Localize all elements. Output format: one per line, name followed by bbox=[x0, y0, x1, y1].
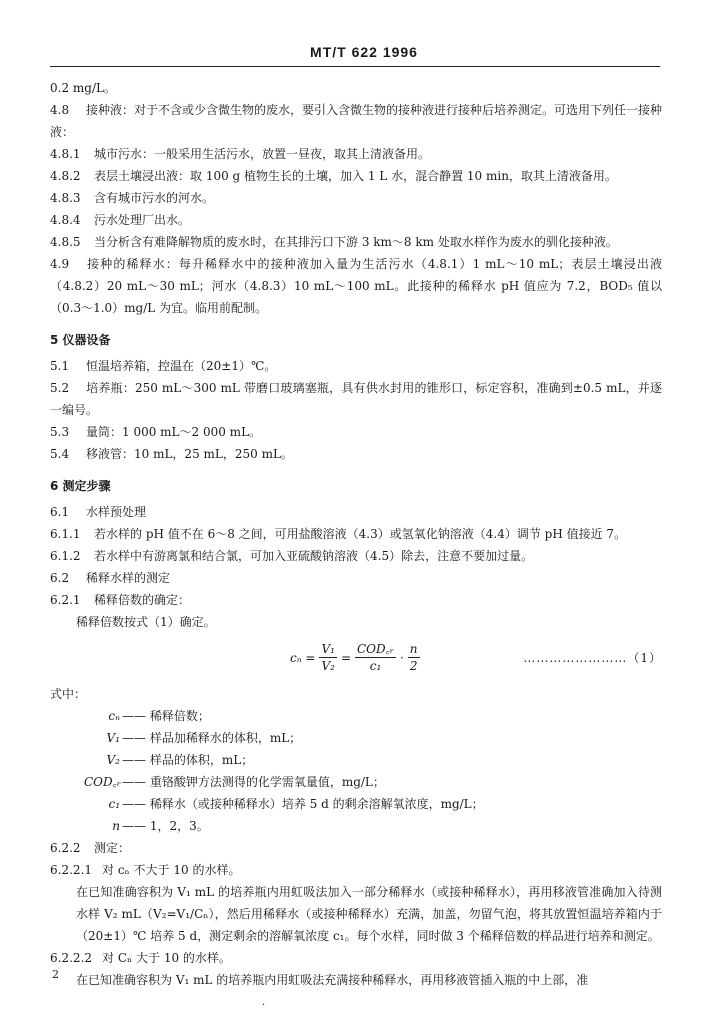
formula-number: ……………………（1） bbox=[523, 651, 662, 665]
clause-5-2: 5.2 培养瓶：250 mL～300 mL 带磨口玻璃塞瓶，具有供水封用的锥形口，标定容积，准确到±0.5 mL，并逐一编号。 bbox=[50, 381, 662, 417]
document-body bbox=[50, 77, 662, 991]
section-5-heading: 5 仪器设备 bbox=[50, 333, 111, 347]
formula-lhs: cₙ = bbox=[290, 650, 316, 665]
page-number: 2 bbox=[52, 968, 59, 981]
section-6-heading: 6 测定步骤 bbox=[50, 479, 111, 493]
clause-6-2-2-1-body: 在已知准确容积为 V₁ mL 的培养瓶内用虹吸法加入一部分稀释水（或接种稀释水），再用移液管准确加入待测水样 V₂ mL（V₂=V₁/Cₙ），然后用稀释水（或接种稀释水）充满，加盖，勿留气泡，将其放置恒温培养箱内于（20±1）℃ 培养 5 d，测定剩余的溶解氧浓度 c₁。每个水样，同时做 3 个稀释倍数的样品进行培养和测定。 bbox=[76, 885, 662, 943]
fraction-v1-v2: $\frac{\text{V₁}}{\text{V₂}}$ bbox=[321, 642, 335, 673]
formula-1 bbox=[50, 635, 662, 681]
clause-6-2-1: 6.2.1 稀释倍数的确定： bbox=[50, 593, 191, 607]
header-rule bbox=[50, 66, 660, 67]
where-label: 式中： bbox=[50, 687, 87, 701]
clause-6-2-2-2-body: 在已知准确容积为 V₁ mL 的培养瓶内用虹吸法充满接种稀释水，再用移液管插入瓶的中上部，准 bbox=[76, 973, 589, 987]
clause-4-8-5: 4.8.5 当分析含有难降解物质的废水时，在其排污口下游 3 km～8 km 处取水样作为废水的驯化接种液。 bbox=[50, 235, 618, 249]
clause-5-3: 5.3 量筒：1 000 mL～2 000 mL。 bbox=[50, 425, 262, 439]
clause-4-8-3: 4.8.3 含有城市污水的河水。 bbox=[50, 191, 215, 205]
clause-4-8: 4.8 接种液：对于不含或少含微生物的废水，要引入含微生物的接种液进行接种后培养测定。可选用下列任一接种液： bbox=[50, 103, 663, 139]
clause-6-1-1: 6.1.1 若水样的 pH 值不在 6～8 之间，可用盐酸溶液（4.3）或氢氧化钠溶液（4.4）调节 pH 值接近 7。 bbox=[50, 527, 627, 541]
clause-6-2-2-1: 6.2.2.1 对 cₙ 不大于 10 的水样。 bbox=[50, 863, 241, 877]
clause-5-1: 5.1 恒温培养箱，控温在（20±1）℃。 bbox=[50, 359, 277, 373]
clause-4-8-2: 4.8.2 表层土壤浸出液：取 100 g 植物生长的土壤，加入 1 L 水，混合静置 10 min，取其上清液备用。 bbox=[50, 169, 617, 183]
clause-4-9: 4.9 接种的稀释水：每升稀释水中的接种液加入量为生活污水（4.8.1）1 mL～10 mL；表层土壤浸出液（4.8.2）20 mL～30 mL；河水（4.8.3）10 mL～100 mL。此接种的稀释水 pH 值应为 7.2，BOD₅ 值以（0.3～1.0）mg/L 为宜。临用前配制。 bbox=[50, 257, 662, 315]
clause-6-2-2: 6.2.2 测定： bbox=[50, 841, 131, 855]
formula-dot: · bbox=[399, 650, 404, 665]
definition-item: c₁ —— 稀释水（或接种稀释水）培养 5 d 的剩余溶解氧浓度，mg/L； bbox=[108, 797, 484, 811]
clause-6-2-2-2: 6.2.2.2 对 Cₙ 大于 10 的水样。 bbox=[50, 951, 231, 965]
document-header: MT/T 622 1996 bbox=[310, 44, 418, 60]
clause-4-8-1: 4.8.1 城市污水：一般采用生活污水，放置一昼夜，取其上清液备用。 bbox=[50, 147, 431, 161]
definition-list bbox=[50, 705, 662, 837]
clause-6-1: 6.1 水样预处理 bbox=[50, 505, 147, 519]
definition-item: V₁ —— 样品加稀释水的体积，mL； bbox=[106, 731, 302, 745]
clause-4-8-4: 4.8.4 污水处理厂出水。 bbox=[50, 213, 191, 227]
footer-mark: · bbox=[262, 1000, 266, 1011]
definition-item: COD꜀ᵣ —— 重铬酸钾方法测得的化学需氧量值，mg/L； bbox=[84, 775, 385, 789]
formula-equals: = bbox=[340, 650, 351, 665]
clause-6-2: 6.2 稀释水样的测定 bbox=[50, 571, 171, 585]
clause-6-2-1-sub: 稀释倍数按式（1）确定。 bbox=[76, 615, 216, 629]
definition-item: V₂ —— 样品的体积，mL； bbox=[106, 753, 254, 767]
fraction-n-2: $\frac{n}{2}$ bbox=[409, 642, 418, 673]
fraction-cod-c1: $\frac{\text{COD꜀ᵣ}}{\text{c₁}}$ bbox=[357, 642, 394, 673]
clause-6-1-2: 6.1.2 若水样中有游离氯和结合氯，可加入亚硫酸钠溶液（4.5）除去，注意不要加过量。 bbox=[50, 549, 534, 563]
clause-5-4: 5.4 移液管：10 mL，25 mL，250 mL。 bbox=[50, 447, 293, 461]
definition-item: n —— 1，2，3。 bbox=[112, 819, 209, 833]
definition-item: cₙ —— 稀释倍数； bbox=[108, 709, 210, 723]
text-line: 0.2 mg/L。 bbox=[50, 81, 116, 95]
